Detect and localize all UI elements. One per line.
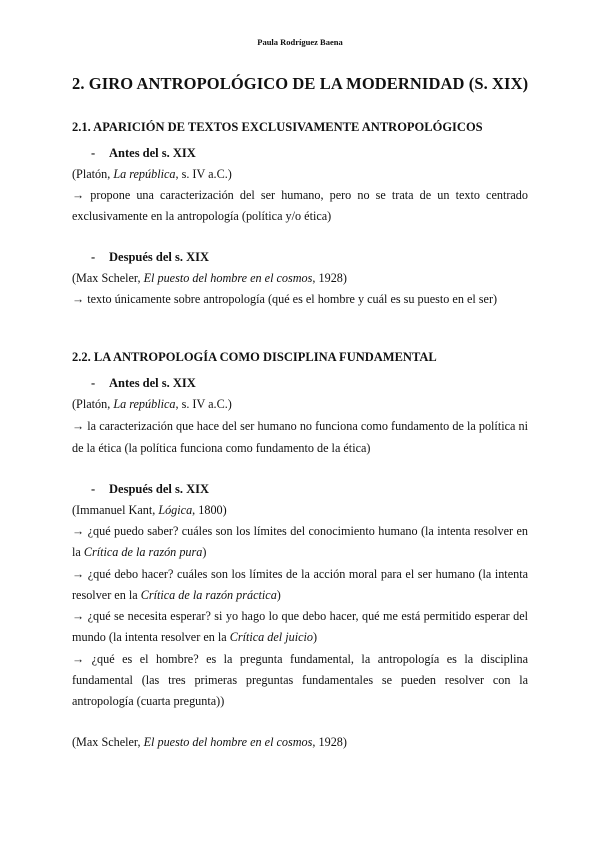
body-line: → texto únicamente sobre antropología (qué es el hombre y cuál es su puesto en el ser) <box>72 292 498 306</box>
body-text: ) <box>202 545 207 559</box>
body-line: → ¿qué se necesita esperar? si yo hago lo que debo hacer, qué me está permitido esperar del <box>72 609 528 623</box>
subheading-after-2 <box>91 482 209 497</box>
body-line <box>72 588 528 603</box>
citation-text: (Max Scheler, <box>72 271 144 285</box>
body-text: ) <box>276 588 281 602</box>
section-heading-2-1: 2.1. APARICIÓN DE TEXTOS EXCLUSIVAMENTE ANTROPOLÓGICOS <box>72 120 483 134</box>
citation-title: Lógica <box>158 503 193 517</box>
subheading-label: Después del s. XIX <box>109 250 210 264</box>
subheading-label: Después del s. XIX <box>109 482 210 496</box>
body-line: → propone una caracterización del ser humano, pero no se trata de un texto centrado <box>72 188 528 202</box>
author-header: Paula Rodríguez Baena <box>257 37 343 47</box>
citation-line <box>72 271 528 286</box>
page-title: 2. GIRO ANTROPOLÓGICO DE LA MODERNIDAD (S. XIX) <box>72 74 529 93</box>
citation-text: (Immanuel Kant, <box>72 503 159 517</box>
body-text: la <box>72 545 84 559</box>
work-title: Crítica de la razón pura <box>83 545 203 559</box>
citation-title: El puesto del hombre en el cosmos <box>143 735 313 749</box>
citation-text: (Max Scheler, <box>72 735 144 749</box>
citation-text: , s. IV a.C.) <box>175 397 232 411</box>
citation-title: La república <box>113 167 176 181</box>
body-text: mundo (la intenta resolver en la <box>72 630 230 644</box>
citation-title: La república <box>113 397 176 411</box>
citation-text: (Platón, <box>72 397 114 411</box>
body-line: → ¿qué debo hacer? cuáles son los límites de la acción moral para el ser humano (la intenta <box>72 567 528 581</box>
citation-text: , s. IV a.C.) <box>175 167 232 181</box>
citation-text: (Platón, <box>72 167 114 181</box>
subheading-before-2 <box>91 376 196 391</box>
body-line <box>72 630 528 645</box>
body-line: → ¿qué puedo saber? cuáles son los límites del conocimiento humano (la intenta resolver en <box>72 524 528 538</box>
body-text: ) <box>313 630 318 644</box>
citation-text: , 1800) <box>192 503 227 517</box>
subheading-label: Antes del s. XIX <box>109 146 196 160</box>
body-line: → ¿qué es el hombre? es la pregunta fundamental, la antropología es la disciplina <box>72 652 528 666</box>
work-title: Crítica de la razón práctica <box>140 588 277 602</box>
citation-line <box>72 503 528 518</box>
body-text: resolver en la <box>72 588 141 602</box>
body-line <box>72 545 528 560</box>
citation-text: , 1928) <box>312 735 347 749</box>
citation-text: , 1928) <box>312 271 347 285</box>
citation-line <box>72 735 528 750</box>
citation-line <box>72 167 528 182</box>
body-line: → la caracterización que hace del ser humano no funciona como fundamento de la política ni <box>72 419 528 433</box>
dash-bullet: - <box>91 376 96 390</box>
subheading-before-1 <box>91 146 196 161</box>
dash-bullet: - <box>91 250 96 264</box>
body-line: de la ética (la política funciona como fundamento de la ética) <box>72 441 371 455</box>
subheading-after-1 <box>91 250 209 265</box>
dash-bullet: - <box>91 482 96 496</box>
section-heading-2-2: 2.2. LA ANTROPOLOGÍA COMO DISCIPLINA FUNDAMENTAL <box>72 350 437 364</box>
subheading-label: Antes del s. XIX <box>109 376 196 390</box>
work-title: Crítica del juicio <box>229 630 313 644</box>
body-line: fundamental (las tres primeras preguntas fundamentales se pueden resolver con la <box>72 673 528 687</box>
citation-title: El puesto del hombre en el cosmos <box>143 271 313 285</box>
citation-line <box>72 397 528 412</box>
body-line: exclusivamente en la antropología (política y/o ética) <box>72 209 332 223</box>
dash-bullet: - <box>91 146 96 160</box>
body-line: antropología (cuarta pregunta)) <box>72 694 225 708</box>
